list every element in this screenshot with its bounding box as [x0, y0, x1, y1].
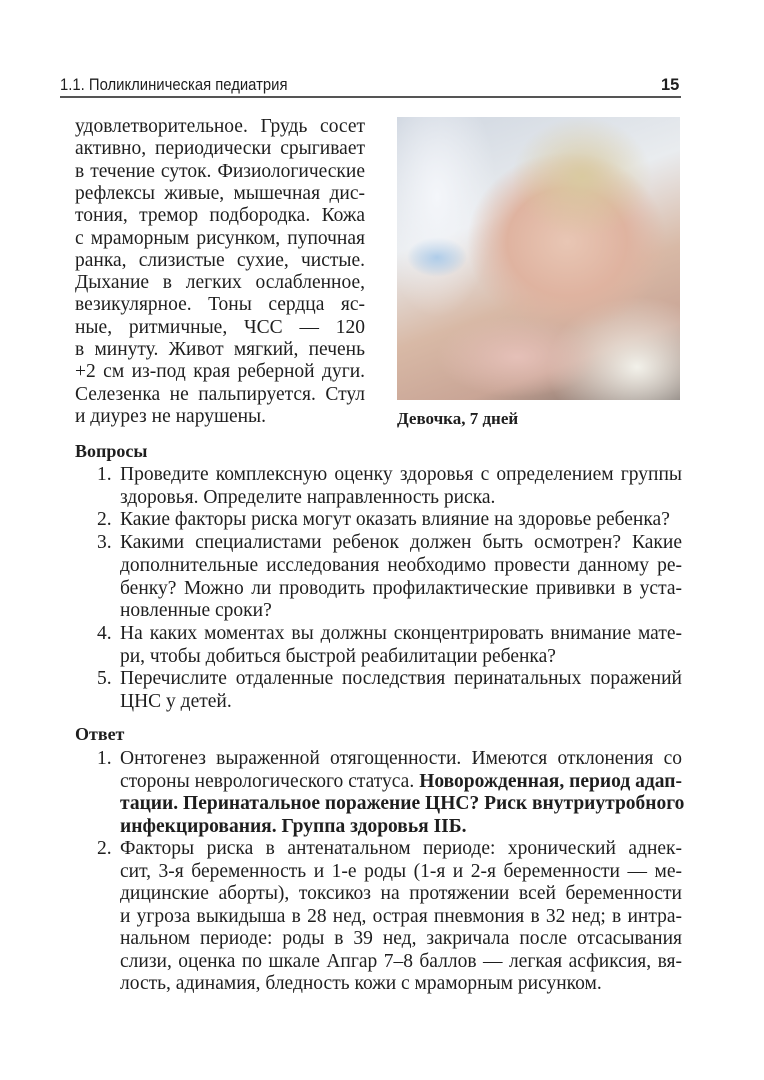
page-number: 15 — [661, 76, 680, 94]
text: нальном периоде: роды в 39 нед, закричала после отсасывания — [120, 928, 682, 949]
text-line — [120, 950, 682, 974]
item-number: 4. — [97, 622, 112, 644]
text-line — [120, 531, 682, 555]
text-line: везикулярное. Тоны сердца яс- — [75, 294, 365, 316]
text-line: с мраморным рисунком, пупочная — [75, 227, 365, 249]
item-number: 3. — [97, 532, 112, 554]
text-line — [120, 927, 682, 951]
text: Какие факторы риска могут оказать влияние на здоровье ребенка? — [120, 509, 670, 531]
item-number: 1. — [97, 464, 112, 485]
text-line — [120, 770, 682, 794]
text: сит, 3-я беременность и 1-е роды (1-я и 2-я беременности — ме- — [120, 860, 682, 882]
text: Какими специалистами ребенок должен быть осмотрен? Какие — [120, 532, 682, 554]
text-line — [120, 667, 682, 691]
text-line — [120, 508, 682, 532]
text-line — [120, 645, 682, 669]
text-line — [120, 882, 682, 906]
bold-text: инфекцирования. Группа здоровья IIБ. — [120, 815, 467, 837]
text: дополнительные исследования необходимо провести данному ре- — [120, 554, 682, 576]
bold-text: тации. Перинатальное поражение ЦНС? Риск внутриутробного — [120, 793, 685, 814]
text-line — [120, 463, 682, 487]
text: Перечислите отдаленные последствия перинатальных поражений — [120, 668, 682, 690]
text: здоровья. Определите направленность риска. — [120, 486, 496, 508]
photo-caption: Девочка, 7 дней — [397, 409, 519, 428]
text-line: в течение суток. Физиологические — [75, 160, 365, 182]
baby-photo — [397, 117, 680, 400]
item-number: 5. — [97, 668, 112, 690]
text: и угроза выкидыша в 28 нед, острая пневмония в 32 нед; в интра- — [120, 905, 682, 927]
questions-heading: Вопросы — [75, 441, 148, 461]
text-line — [120, 837, 682, 861]
item-number: 2. — [97, 838, 112, 859]
text: бенку? Можно ли проводить профилактические прививки в уста- — [120, 577, 682, 599]
answer-heading: Ответ — [75, 724, 125, 744]
item-number: 2. — [97, 509, 112, 531]
text-line: ранка, слизистые сухие, чистые. — [75, 249, 365, 271]
text-line: удовлетворительное. Грудь сосет — [75, 116, 365, 137]
text-line — [120, 554, 682, 578]
text-line — [120, 972, 682, 996]
text: дицинские аборты), токсикоз на протяжении всей беременности — [120, 883, 682, 904]
text-line — [120, 577, 682, 601]
text-line — [120, 690, 682, 714]
text-line — [120, 792, 685, 816]
text: стороны неврологического статуса. — [120, 770, 420, 792]
text: слизи, оценка по шкале Апгар 7–8 баллов — легкая асфиксия, вя- — [120, 950, 682, 972]
text-line: Селезенка не пальпируется. Стул — [75, 383, 365, 405]
text: Факторы риска в антенатальном периоде: хронический аднек- — [120, 838, 682, 859]
text-line: и диурез не нарушены. — [75, 405, 267, 427]
text-line: Дыхание в легких ослабленное, — [75, 272, 365, 294]
text-line — [120, 815, 682, 839]
text-line — [120, 860, 682, 884]
bold-text: Новорожденная, период адап- — [419, 770, 683, 792]
text-line: в минуту. Живот мягкий, печень — [75, 339, 365, 360]
text-line: тония, тремор подбородка. Кожа — [75, 205, 365, 227]
text: На каких моментах вы должны сконцентрировать внимание мате- — [120, 622, 682, 644]
text: ЦНС у детей. — [120, 691, 232, 712]
text-line — [120, 622, 682, 646]
text-line — [120, 905, 682, 929]
text: лость, адинамия, бледность кожи с мраморным рисунком. — [120, 973, 602, 994]
text: Онтогенез выраженной отягощенности. Имеются отклонения со — [120, 748, 682, 769]
text-line — [120, 486, 682, 510]
text: новленные сроки? — [120, 600, 272, 622]
text: ри, чтобы добиться быстрой реабилитации ребенка? — [120, 645, 556, 667]
text-line — [120, 599, 682, 623]
text-line: рефлексы живые, мышечная дис- — [75, 182, 365, 204]
header-rule — [60, 96, 681, 98]
running-header-title: 1.1. Поликлиническая педиатрия — [60, 76, 288, 94]
item-number: 1. — [97, 748, 112, 769]
text-line — [120, 747, 682, 771]
text-line: +2 см из-под края реберной дуги. — [75, 361, 365, 383]
text-line: активно, периодически срыгивает — [75, 138, 365, 160]
text-line: ные, ритмичные, ЧСС — 120 — [75, 316, 365, 338]
text: Проведите комплексную оценку здоровья с определением группы — [120, 464, 682, 485]
